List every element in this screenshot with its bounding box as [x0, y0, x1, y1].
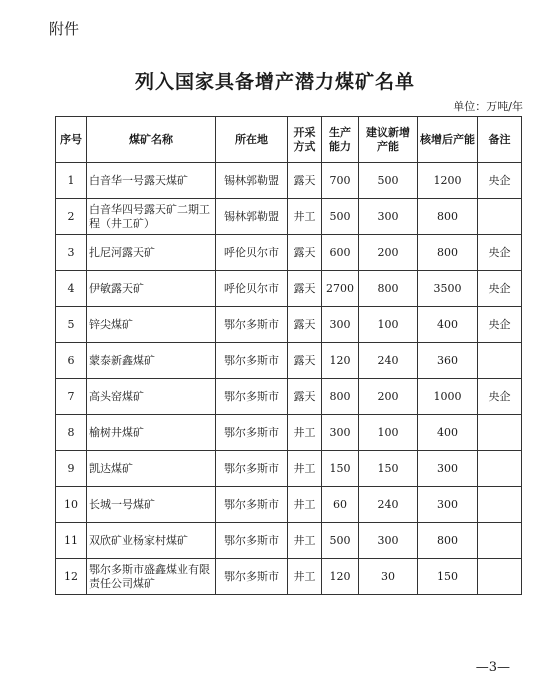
cell-mining-method: 井工 — [288, 451, 322, 487]
cell-added-capacity: 100 — [359, 415, 418, 451]
cell-remarks: 央企 — [478, 379, 522, 415]
col-header-added-capacity: 建议新增产能 — [359, 117, 418, 163]
cell-index: 5 — [56, 307, 87, 343]
cell-added-capacity: 240 — [359, 487, 418, 523]
cell-location: 鄂尔多斯市 — [216, 343, 288, 379]
cell-approved-capacity: 150 — [418, 559, 478, 595]
cell-approved-capacity: 360 — [418, 343, 478, 379]
cell-index: 10 — [56, 487, 87, 523]
table-row — [56, 523, 522, 559]
cell-mining-method: 露天 — [288, 235, 322, 271]
cell-added-capacity: 240 — [359, 343, 418, 379]
cell-index: 4 — [56, 271, 87, 307]
coal-mine-table — [55, 116, 522, 595]
cell-mining-method: 井工 — [288, 199, 322, 235]
cell-location: 鄂尔多斯市 — [216, 379, 288, 415]
cell-mining-method: 露天 — [288, 379, 322, 415]
cell-mining-method: 露天 — [288, 307, 322, 343]
col-header-index: 序号 — [56, 117, 87, 163]
cell-added-capacity: 150 — [359, 451, 418, 487]
cell-approved-capacity: 800 — [418, 199, 478, 235]
cell-added-capacity: 30 — [359, 559, 418, 595]
cell-mining-method: 井工 — [288, 523, 322, 559]
table-row — [56, 343, 522, 379]
cell-location: 锡林郭勒盟 — [216, 199, 288, 235]
cell-location: 鄂尔多斯市 — [216, 415, 288, 451]
cell-approved-capacity: 1200 — [418, 163, 478, 199]
cell-index: 2 — [56, 199, 87, 235]
cell-mining-method: 露天 — [288, 163, 322, 199]
cell-remarks — [478, 415, 522, 451]
cell-approved-capacity: 800 — [418, 235, 478, 271]
cell-mine-name: 榆树井煤矿 — [87, 415, 216, 451]
cell-added-capacity: 200 — [359, 235, 418, 271]
cell-capacity: 120 — [322, 343, 359, 379]
cell-capacity: 700 — [322, 163, 359, 199]
cell-remarks: 央企 — [478, 163, 522, 199]
col-header-location: 所在地 — [216, 117, 288, 163]
cell-mining-method: 井工 — [288, 487, 322, 523]
cell-remarks — [478, 343, 522, 379]
cell-index: 8 — [56, 415, 87, 451]
cell-approved-capacity: 300 — [418, 487, 478, 523]
cell-mining-method: 露天 — [288, 343, 322, 379]
cell-capacity: 60 — [322, 487, 359, 523]
cell-approved-capacity: 300 — [418, 451, 478, 487]
table-body — [56, 163, 522, 595]
cell-mine-name: 扎尼河露天矿 — [87, 235, 216, 271]
table-row — [56, 415, 522, 451]
cell-remarks — [478, 523, 522, 559]
cell-index: 7 — [56, 379, 87, 415]
cell-index: 9 — [56, 451, 87, 487]
cell-capacity: 150 — [322, 451, 359, 487]
cell-location: 鄂尔多斯市 — [216, 523, 288, 559]
cell-capacity: 120 — [322, 559, 359, 595]
cell-remarks — [478, 487, 522, 523]
page-number: —3— — [475, 660, 510, 675]
cell-location: 呼伦贝尔市 — [216, 235, 288, 271]
cell-mining-method: 井工 — [288, 559, 322, 595]
cell-approved-capacity: 3500 — [418, 271, 478, 307]
cell-mine-name: 蒙泰新鑫煤矿 — [87, 343, 216, 379]
cell-mine-name: 伊敏露天矿 — [87, 271, 216, 307]
cell-capacity: 500 — [322, 199, 359, 235]
cell-approved-capacity: 800 — [418, 523, 478, 559]
cell-remarks: 央企 — [478, 307, 522, 343]
cell-index: 3 — [56, 235, 87, 271]
cell-location: 呼伦贝尔市 — [216, 271, 288, 307]
table-row — [56, 163, 522, 199]
cell-index: 12 — [56, 559, 87, 595]
cell-capacity: 800 — [322, 379, 359, 415]
table-header-row — [56, 117, 522, 163]
cell-remarks: 央企 — [478, 271, 522, 307]
cell-approved-capacity: 400 — [418, 307, 478, 343]
table-row — [56, 199, 522, 235]
cell-mine-name: 凯达煤矿 — [87, 451, 216, 487]
cell-location: 锡林郭勒盟 — [216, 163, 288, 199]
cell-mine-name: 高头窑煤矿 — [87, 379, 216, 415]
cell-added-capacity: 500 — [359, 163, 418, 199]
cell-capacity: 300 — [322, 415, 359, 451]
cell-mine-name: 锌尖煤矿 — [87, 307, 216, 343]
cell-approved-capacity: 400 — [418, 415, 478, 451]
cell-mining-method: 井工 — [288, 415, 322, 451]
col-header-remarks: 备注 — [478, 117, 522, 163]
cell-added-capacity: 100 — [359, 307, 418, 343]
table-row — [56, 271, 522, 307]
table-row — [56, 235, 522, 271]
cell-location: 鄂尔多斯市 — [216, 559, 288, 595]
table-row — [56, 379, 522, 415]
cell-mine-name: 白音华四号露天矿二期工程（井工矿） — [87, 199, 216, 235]
cell-mining-method: 露天 — [288, 271, 322, 307]
col-header-capacity: 生产能力 — [322, 117, 359, 163]
cell-capacity: 300 — [322, 307, 359, 343]
cell-mine-name: 白音华一号露天煤矿 — [87, 163, 216, 199]
unit-label: 单位：万吨/年 — [453, 100, 523, 113]
table-row — [56, 559, 522, 595]
cell-location: 鄂尔多斯市 — [216, 307, 288, 343]
cell-mine-name: 双欣矿业杨家村煤矿 — [87, 523, 216, 559]
cell-mine-name: 鄂尔多斯市盛鑫煤业有限责任公司煤矿 — [87, 559, 216, 595]
col-header-approved-capacity: 核增后产能 — [418, 117, 478, 163]
cell-remarks — [478, 451, 522, 487]
cell-added-capacity: 800 — [359, 271, 418, 307]
cell-capacity: 600 — [322, 235, 359, 271]
table-row — [56, 487, 522, 523]
table-row — [56, 307, 522, 343]
col-header-mine-name: 煤矿名称 — [87, 117, 216, 163]
cell-location: 鄂尔多斯市 — [216, 487, 288, 523]
cell-index: 6 — [56, 343, 87, 379]
document-title: 列入国家具备增产潜力煤矿名单 — [134, 71, 415, 93]
cell-remarks — [478, 559, 522, 595]
cell-index: 1 — [56, 163, 87, 199]
cell-remarks — [478, 199, 522, 235]
table-row — [56, 451, 522, 487]
cell-added-capacity: 300 — [359, 199, 418, 235]
cell-remarks: 央企 — [478, 235, 522, 271]
cell-index: 11 — [56, 523, 87, 559]
cell-location: 鄂尔多斯市 — [216, 451, 288, 487]
cell-added-capacity: 200 — [359, 379, 418, 415]
col-header-mining-method: 开采方式 — [288, 117, 322, 163]
attachment-label: 附件 — [49, 20, 80, 38]
cell-approved-capacity: 1000 — [418, 379, 478, 415]
cell-capacity: 500 — [322, 523, 359, 559]
cell-capacity: 2700 — [322, 271, 359, 307]
cell-added-capacity: 300 — [359, 523, 418, 559]
cell-mine-name: 长城一号煤矿 — [87, 487, 216, 523]
